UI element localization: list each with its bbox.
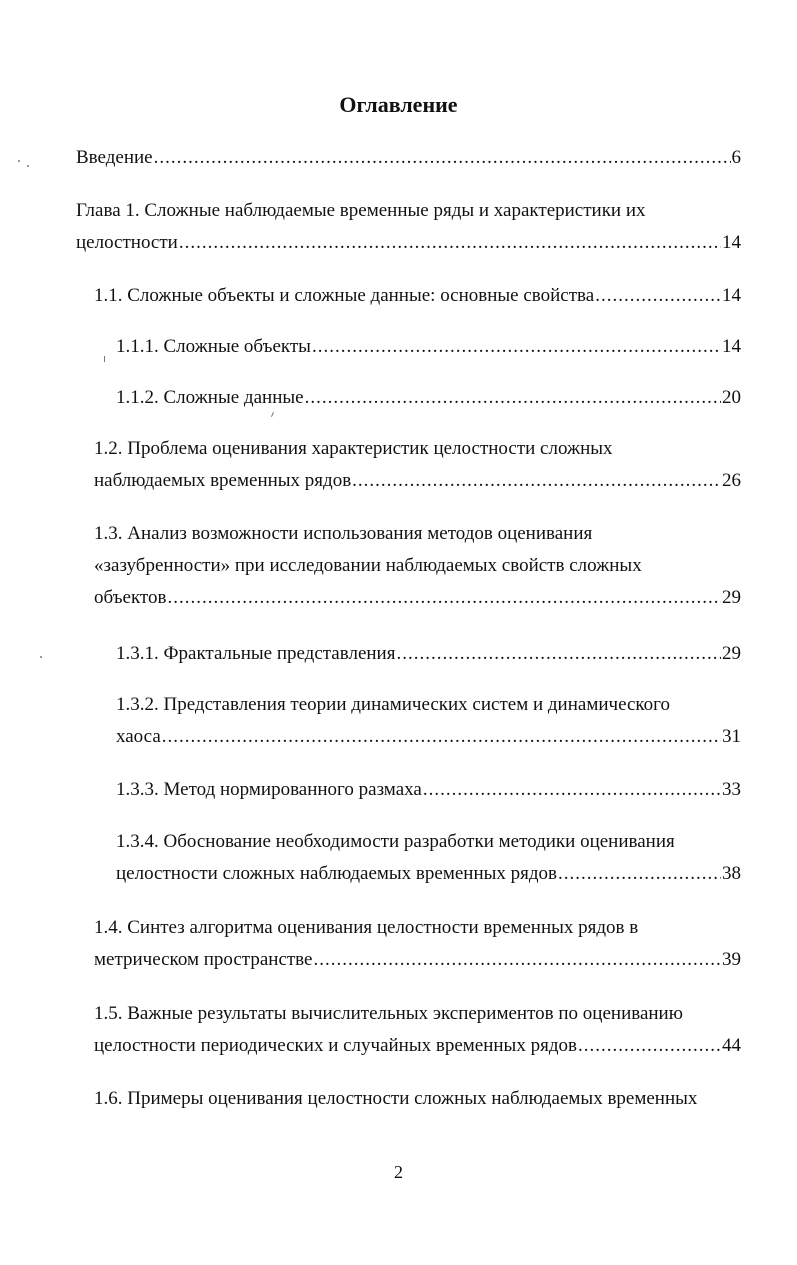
scan-speck xyxy=(104,356,105,362)
toc-entry-line: 1.3.2. Представления теории динамических систем и динамического xyxy=(116,694,670,715)
toc-entry-title: 1.1.1. Сложные объекты xyxy=(116,336,311,357)
toc-page-number: 14 xyxy=(722,336,741,357)
toc-entry-title: наблюдаемых временных рядов xyxy=(94,470,352,491)
toc-entry-title: целостности xyxy=(76,232,178,253)
scan-speck xyxy=(271,412,274,417)
toc-entry-title: 1.3.1. Фрактальные представления xyxy=(116,643,396,664)
scan-speck xyxy=(40,656,42,658)
toc-leader-dots xyxy=(162,721,721,753)
toc-entry-1-2[interactable] xyxy=(94,433,741,497)
toc-entry-1-3[interactable] xyxy=(94,518,741,614)
toc-entry-line: Глава 1. Сложные наблюдаемые временные ряды и характеристики их xyxy=(76,200,646,221)
toc-entry-1-3-3[interactable] xyxy=(116,774,741,806)
toc-entry-title: целостности сложных наблюдаемых временных рядов xyxy=(116,863,558,884)
toc-entry-line: 1.3. Анализ возможности использования методов оценивания xyxy=(94,523,593,544)
toc-entry-line: 1.5. Важные результаты вычислительных экспериментов по оцениванию xyxy=(94,1003,683,1024)
toc-leader-dots xyxy=(396,638,721,670)
toc-entry-title: объектов xyxy=(94,587,167,608)
toc-leader-dots xyxy=(578,1030,721,1062)
toc-entry-1-5[interactable] xyxy=(94,998,741,1062)
toc-page-number: 29 xyxy=(722,587,741,608)
page-number: 2 xyxy=(394,1162,403,1182)
toc-leader-dots xyxy=(352,465,721,497)
toc-entry-title: 1.3.3. Метод нормированного размаха xyxy=(116,779,422,800)
toc-entry-last-line xyxy=(94,280,741,312)
toc-entry-line: 1.3.4. Обоснование необходимости разработки методики оценивания xyxy=(116,831,675,852)
toc-entry-last-line xyxy=(94,582,741,614)
toc-page-number: 38 xyxy=(722,863,741,884)
toc-leader-dots xyxy=(423,774,721,806)
toc-entry-last-line xyxy=(94,1030,741,1062)
toc-page-number: 44 xyxy=(722,1035,741,1056)
toc-entry-last-line xyxy=(94,465,741,497)
toc-entry-last-line xyxy=(116,382,741,414)
toc-entry-title: целостности периодических и случайных временных рядов xyxy=(94,1035,577,1056)
scan-speck xyxy=(27,165,29,167)
toc-page-number: 39 xyxy=(722,949,741,970)
toc-page-number: 14 xyxy=(722,232,741,253)
toc-entry-1-4[interactable] xyxy=(94,912,741,976)
toc-leader-dots xyxy=(313,944,721,976)
toc-entry-last-line xyxy=(116,721,741,753)
toc-leader-dots xyxy=(558,858,721,890)
toc-entry-last-line xyxy=(76,227,741,259)
toc-page-number: 31 xyxy=(722,726,741,747)
toc-entry-line: 1.6. Примеры оценивания целостности сложных наблюдаемых временных xyxy=(94,1088,698,1109)
toc-entry-1-3-2[interactable] xyxy=(116,689,741,753)
toc-leader-dots xyxy=(312,331,721,363)
toc-page-number: 26 xyxy=(722,470,741,491)
toc-entry-1-6[interactable] xyxy=(94,1083,741,1115)
toc-entry-last-line xyxy=(116,858,741,890)
toc-entry-last-line xyxy=(76,142,741,174)
toc-page-number: 14 xyxy=(722,285,741,306)
toc-page-number: 6 xyxy=(731,147,741,168)
toc-entry-line: 1.2. Проблема оценивания характеристик целостности сложных xyxy=(94,438,613,459)
toc-entry-title: хаоса xyxy=(116,726,161,747)
toc-entry-1-1[interactable] xyxy=(94,280,741,312)
toc-entry-last-line xyxy=(116,331,741,363)
toc-entry-line: 1.4. Синтез алгоритма оценивания целостности временных рядов в xyxy=(94,917,639,938)
toc-entry-line: «зазубренности» при исследовании наблюдаемых свойств сложных xyxy=(94,555,642,576)
toc-page-number: 33 xyxy=(722,779,741,800)
toc-leader-dots xyxy=(154,142,731,174)
toc-entry-title: метрическом пространстве xyxy=(94,949,313,970)
toc-entry-introduction[interactable] xyxy=(76,142,741,174)
toc-entry-1-3-4[interactable] xyxy=(116,826,741,890)
page-title: Оглавление xyxy=(339,92,458,117)
toc-entry-last-line xyxy=(94,944,741,976)
toc-entry-last-line xyxy=(116,638,741,670)
toc-entry-title: Введение xyxy=(76,147,153,168)
scan-speck xyxy=(18,160,20,162)
toc-page-number: 20 xyxy=(722,387,741,408)
toc-leader-dots xyxy=(595,280,721,312)
toc-entry-1-1-1[interactable] xyxy=(116,331,741,363)
toc-entry-last-line xyxy=(116,774,741,806)
toc-entry-1-3-1[interactable] xyxy=(116,638,741,670)
toc-entry-title: 1.1. Сложные объекты и сложные данные: основные свойства xyxy=(94,285,595,306)
toc-entry-1-1-2[interactable] xyxy=(116,382,741,414)
toc-page-number: 29 xyxy=(722,643,741,664)
toc-entry-chapter-1[interactable] xyxy=(76,195,741,259)
toc-leader-dots xyxy=(179,227,721,259)
toc-entry-title: 1.1.2. Сложные данные xyxy=(116,387,304,408)
toc-leader-dots xyxy=(305,382,721,414)
toc-leader-dots xyxy=(167,582,721,614)
